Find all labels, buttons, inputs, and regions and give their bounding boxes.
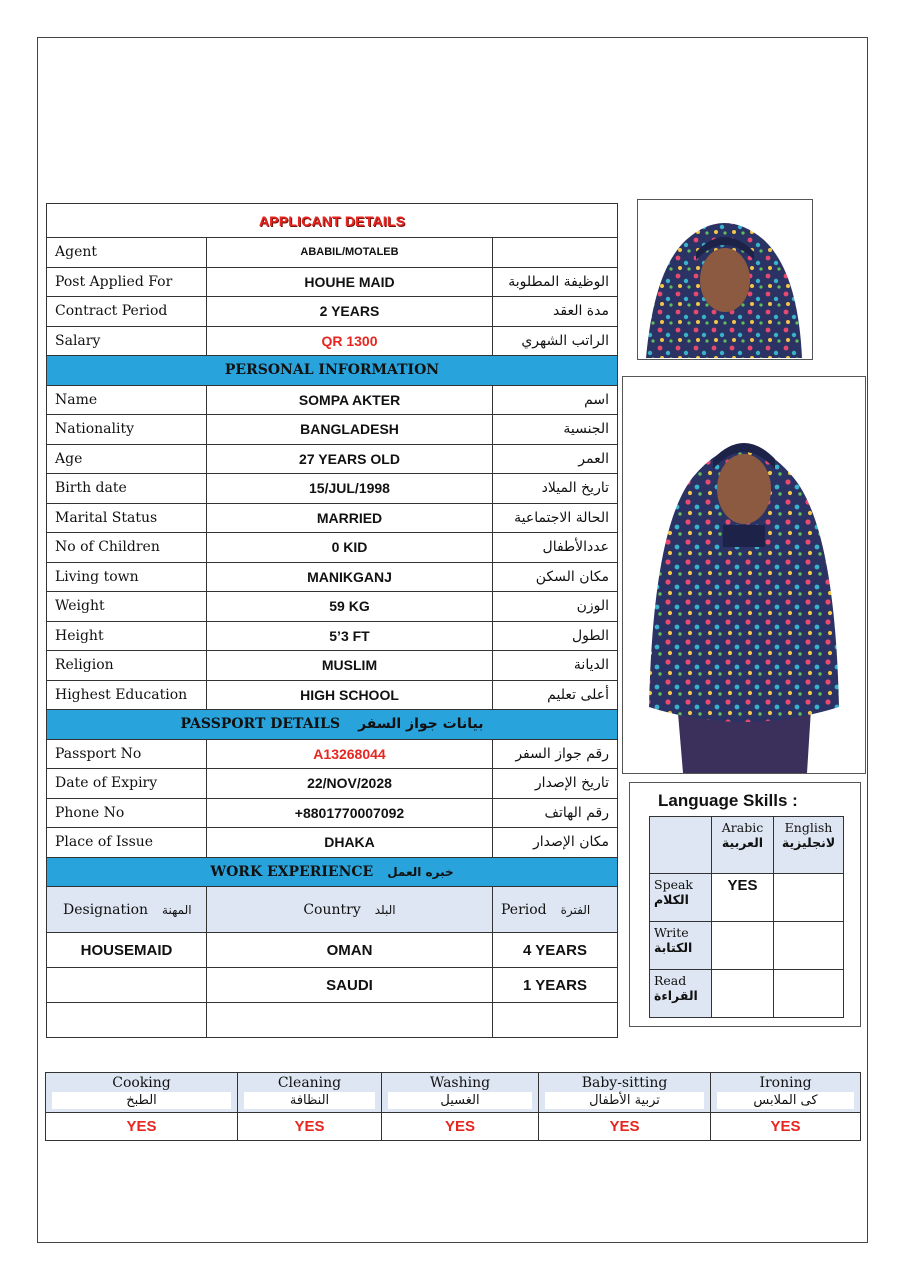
- applicant-details-table: [46, 203, 618, 1038]
- language-skills-title: Language Skills :: [658, 791, 798, 810]
- education-label-ar: أعلى تعليم: [493, 680, 618, 710]
- contract-value: 2 YEARS: [207, 297, 493, 327]
- passport-no-label-ar: رقم جواز السفر: [493, 739, 618, 769]
- work-period: 4 YEARS: [493, 933, 618, 968]
- passport-no-label: Passport No: [47, 739, 207, 769]
- read-english-value: [774, 970, 844, 1018]
- personal-row: [47, 621, 618, 651]
- full-length-photo: [622, 376, 866, 774]
- phone-label-ar: رقم الهاتف: [493, 798, 618, 828]
- education-label: Highest Education: [47, 680, 207, 710]
- personal-row: [47, 503, 618, 533]
- age-label-ar: العمر: [493, 444, 618, 474]
- passport-row: [47, 739, 618, 769]
- skills-value-row: [46, 1113, 861, 1141]
- personal-row: [47, 592, 618, 622]
- name-label-ar: اسم: [493, 385, 618, 415]
- height-value: 5’3 FT: [207, 621, 493, 651]
- skill-cleaning-ar: النظافة: [244, 1092, 375, 1109]
- personal-row: [47, 562, 618, 592]
- skill-babysitting-en: Baby-sitting: [581, 1075, 668, 1091]
- work-period: [493, 1003, 618, 1038]
- skill-babysitting-ar: تربية الأطفال: [545, 1092, 704, 1109]
- english-column-header: [774, 817, 844, 874]
- nationality-value: BANGLADESH: [207, 415, 493, 445]
- living-town-label-ar: مكان السكن: [493, 562, 618, 592]
- phone-label: Phone No: [47, 798, 207, 828]
- nationality-label-ar: الجنسية: [493, 415, 618, 445]
- salary-label: Salary: [47, 326, 207, 356]
- work-designation: [47, 1003, 207, 1038]
- salary-value: QR 1300: [207, 326, 493, 356]
- work-country: OMAN: [207, 933, 493, 968]
- nationality-label: Nationality: [47, 415, 207, 445]
- personal-row: [47, 651, 618, 681]
- place-of-issue-label: Place of Issue: [47, 828, 207, 858]
- speak-label: [650, 874, 712, 922]
- personal-row: [47, 415, 618, 445]
- skill-ironing-value: YES: [711, 1113, 861, 1141]
- children-label-ar: عددالأطفال: [493, 533, 618, 563]
- speak-arabic-value: YES: [712, 874, 774, 922]
- children-label: No of Children: [47, 533, 207, 563]
- place-of-issue-label-ar: مكان الإصدار: [493, 828, 618, 858]
- personal-row: [47, 680, 618, 710]
- write-row: [650, 922, 844, 970]
- write-english-value: [774, 922, 844, 970]
- read-arabic-value: [712, 970, 774, 1018]
- salary-label-ar: الراتب الشهري: [493, 326, 618, 356]
- arabic-header-ar: العربية: [721, 835, 764, 850]
- work-column-headers: [47, 887, 618, 933]
- work-header-en: WORK EXPERIENCE: [210, 863, 374, 880]
- designation-header: [47, 887, 207, 933]
- salary-row: [47, 326, 618, 356]
- post-label: Post Applied For: [47, 267, 207, 297]
- weight-value: 59 KG: [207, 592, 493, 622]
- marital-status-value: MARRIED: [207, 503, 493, 533]
- expiry-label-ar: تاريخ الإصدار: [493, 769, 618, 799]
- english-header-en: English: [784, 820, 833, 835]
- designation-header-en: Designation: [63, 901, 149, 918]
- religion-label-ar: الديانة: [493, 651, 618, 681]
- passport-header-en: PASSPORT DETAILS: [180, 716, 341, 733]
- work-country: SAUDI: [207, 968, 493, 1003]
- work-country: [207, 1003, 493, 1038]
- work-experience-header: [47, 857, 618, 887]
- arabic-column-header: [712, 817, 774, 874]
- passport-row: [47, 828, 618, 858]
- personal-row: [47, 474, 618, 504]
- skill-babysitting-header: [539, 1073, 711, 1113]
- passport-details-header: [47, 710, 618, 740]
- height-label: Height: [47, 621, 207, 651]
- skill-cleaning-header: [238, 1073, 382, 1113]
- skill-ironing-header: [711, 1073, 861, 1113]
- portrait-photo-image: [638, 200, 812, 359]
- work-period: 1 YEARS: [493, 968, 618, 1003]
- post-value: HOUHE MAID: [207, 267, 493, 297]
- personal-info-header: PERSONAL INFORMATION: [47, 356, 618, 386]
- passport-no-value: A13268044: [207, 739, 493, 769]
- phone-value: +8801770007092: [207, 798, 493, 828]
- read-row: [650, 970, 844, 1018]
- post-row: [47, 267, 618, 297]
- expiry-label: Date of Expiry: [47, 769, 207, 799]
- read-label-ar: القراءة: [654, 988, 698, 1003]
- religion-label: Religion: [47, 651, 207, 681]
- passport-row: [47, 798, 618, 828]
- skill-babysitting-value: YES: [539, 1113, 711, 1141]
- skill-cooking-value: YES: [46, 1113, 238, 1141]
- post-label-ar: الوظيفة المطلوبة: [493, 267, 618, 297]
- place-of-issue-value: DHAKA: [207, 828, 493, 858]
- read-label: [650, 970, 712, 1018]
- speak-label-ar: الكلام: [654, 892, 689, 907]
- expiry-value: 22/NOV/2028: [207, 769, 493, 799]
- write-label: [650, 922, 712, 970]
- personal-row: [47, 385, 618, 415]
- work-row: [47, 1003, 618, 1038]
- weight-label-ar: الوزن: [493, 592, 618, 622]
- birth-date-value: 15/JUL/1998: [207, 474, 493, 504]
- personal-row: [47, 533, 618, 563]
- skill-cooking-ar: الطبخ: [52, 1092, 231, 1109]
- contract-label: Contract Period: [47, 297, 207, 327]
- living-town-label: Living town: [47, 562, 207, 592]
- language-skills-table: [649, 816, 844, 1018]
- work-designation: HOUSEMAID: [47, 933, 207, 968]
- period-header-en: Period: [501, 901, 547, 918]
- religion-value: MUSLIM: [207, 651, 493, 681]
- work-row: [47, 968, 618, 1003]
- period-header-ar: الفترة: [560, 902, 591, 917]
- work-row: [47, 933, 618, 968]
- name-label: Name: [47, 385, 207, 415]
- personal-row: [47, 444, 618, 474]
- name-value: SOMPA AKTER: [207, 385, 493, 415]
- children-value: 0 KID: [207, 533, 493, 563]
- work-designation: [47, 968, 207, 1003]
- education-value: HIGH SCHOOL: [207, 680, 493, 710]
- country-header: [207, 887, 493, 933]
- skills-header-row: [46, 1073, 861, 1113]
- write-label-ar: الكتابة: [654, 940, 693, 955]
- birth-date-label-ar: تاريخ الميلاد: [493, 474, 618, 504]
- period-header: [493, 887, 618, 933]
- weight-label: Weight: [47, 592, 207, 622]
- marital-status-label: Marital Status: [47, 503, 207, 533]
- language-header-row: [650, 817, 844, 874]
- height-label-ar: الطول: [493, 621, 618, 651]
- skill-cooking-header: [46, 1073, 238, 1113]
- agent-label: Agent: [47, 238, 207, 268]
- speak-label-en: Speak: [654, 877, 693, 892]
- agent-value: ABABIL/MOTALEB: [207, 238, 493, 268]
- age-label: Age: [47, 444, 207, 474]
- write-arabic-value: [712, 922, 774, 970]
- english-header-ar: لانجليزية: [781, 835, 836, 850]
- speak-english-value: [774, 874, 844, 922]
- skill-cleaning-en: Cleaning: [277, 1075, 342, 1091]
- living-town-value: MANIKGANJ: [207, 562, 493, 592]
- write-label-en: Write: [654, 925, 689, 940]
- passport-row: [47, 769, 618, 799]
- country-header-en: Country: [303, 901, 361, 918]
- speak-row: [650, 874, 844, 922]
- language-corner-cell: [650, 817, 712, 874]
- skill-washing-en: Washing: [429, 1075, 491, 1091]
- country-header-ar: البلد: [374, 902, 396, 917]
- birth-date-label: Birth date: [47, 474, 207, 504]
- skill-washing-value: YES: [382, 1113, 539, 1141]
- skill-ironing-en: Ironing: [759, 1075, 812, 1091]
- passport-header-ar: بيانات جواز السفر: [358, 716, 484, 733]
- skill-ironing-ar: کی الملابس: [717, 1092, 854, 1109]
- age-value: 27 YEARS OLD: [207, 444, 493, 474]
- skill-washing-ar: الغسيل: [388, 1092, 532, 1109]
- skill-washing-header: [382, 1073, 539, 1113]
- page-title: APPLICANT DETAILS: [47, 204, 618, 238]
- skills-table: [45, 1072, 861, 1141]
- work-header-ar: خبره العمل: [387, 864, 454, 879]
- contract-row: [47, 297, 618, 327]
- designation-header-ar: المهنة: [162, 902, 192, 917]
- agent-empty: [493, 238, 618, 268]
- arabic-header-en: Arabic: [721, 820, 764, 835]
- agent-row: [47, 238, 618, 268]
- skill-cooking-en: Cooking: [112, 1075, 171, 1091]
- full-length-photo-image: [623, 377, 865, 773]
- portrait-photo: [637, 199, 813, 360]
- skill-cleaning-value: YES: [238, 1113, 382, 1141]
- marital-status-label-ar: الحالة الاجتماعية: [493, 503, 618, 533]
- contract-label-ar: مدة العقد: [493, 297, 618, 327]
- language-skills-box: [629, 782, 861, 1027]
- read-label-en: Read: [654, 973, 687, 988]
